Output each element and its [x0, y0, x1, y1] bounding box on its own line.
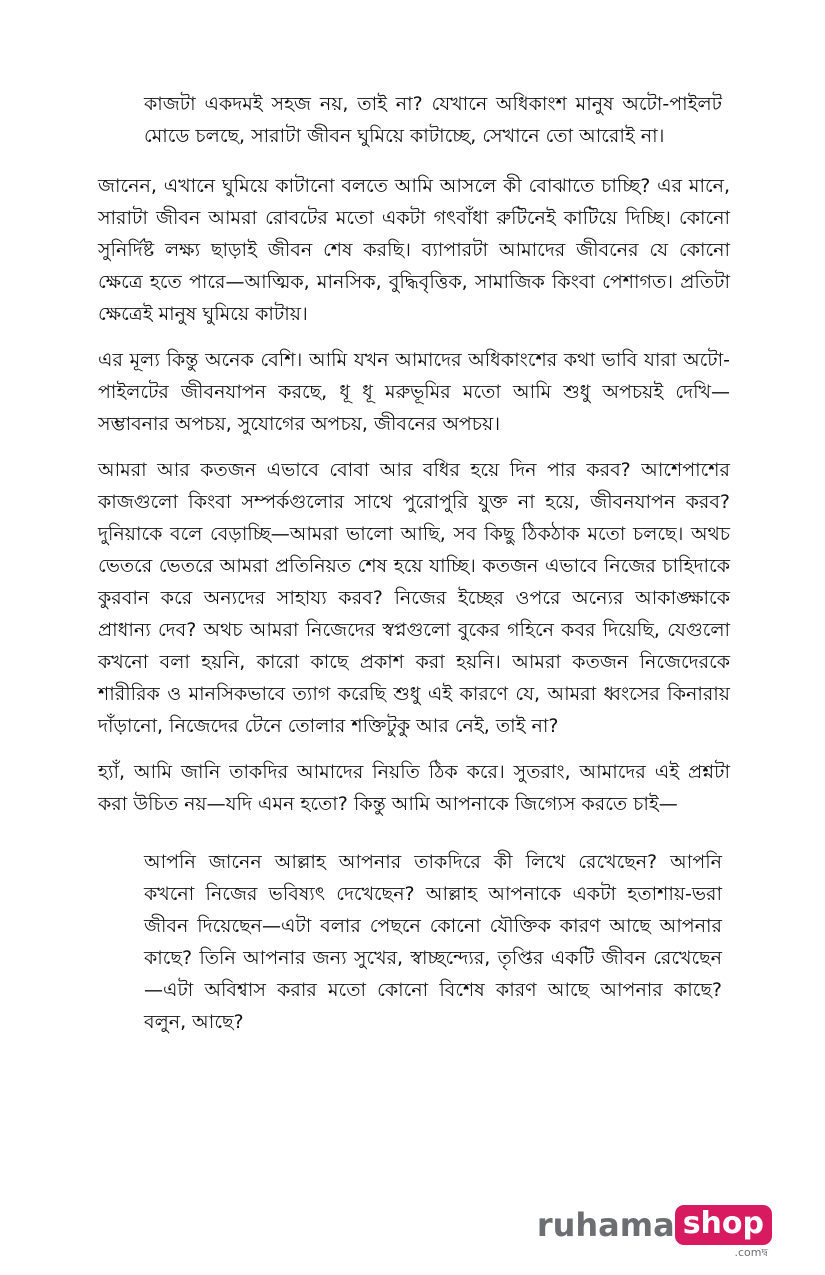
indented-paragraph-intro: কাজটা একদমই সহজ নয়, তাই না? যেখানে অধিকাংশ মানুষ অটো-পাইলট মোডে চলছে, সারাটা জীবন ঘুমিয়ে কাটাচ্ছে, সেখানে তো আরোই না। — [144, 93, 722, 147]
logo-shop-badge: shop — [675, 1205, 772, 1245]
logo-shop-group — [675, 1205, 772, 1259]
ruhamashop-logo — [536, 1205, 772, 1259]
paragraph-cost: এর মূল্য কিন্তু অনেক বেশি। আমি যখন আমাদের অধিকাংশের কথা ভাবি যারা অটো-পাইলটের জীবনযাপন করছে, ধূ ধূ মরুভূমির মতো আমি শুধু অপচয়ই দেখি—সম্ভাবনার অপচয়, সুযোগের অপচয়, জীবনের অপচয়। — [98, 349, 730, 435]
paragraph-taqdir: হ্যাঁ, আমি জানি তাকদির আমাদের নিয়তি ঠিক করে। সুতরাং, আমাদের এই প্রশ্নটা করা উচিত নয়—যদি এমন হতো? কিন্তু আমি আপনাকে জিগ্যেস করতে চাই— — [98, 761, 730, 815]
logo-ruhama-text: ruhama — [536, 1206, 675, 1244]
paragraph-sleep-meaning: জানেন, এখানে ঘুমিয়ে কাটানো বলতে আমি আসলে কী বোঝাতে চাচ্ছি? এর মানে, সারাটা জীবন আমরা রোবটের মতো একটা গৎবাঁধা রুটিনেই কাটিয়ে দিচ্ছি। কোনো সুনির্দিষ্ট লক্ষ্য ছাড়াই জীবন শেষ করছি। ব্যাপারটা আমাদের জীবনের যে কোনো ক্ষেত্রে হতে পারে—আত্মিক, মানসিক, বুদ্ধিবৃত্তিক, সামাজিক কিংবা পেশাগত। প্রতিটা ক্ষেত্রেই মানুষ ঘুমিয়ে কাটায়। — [98, 175, 730, 325]
logo-domain-text: .comদ্ব — [734, 1246, 768, 1259]
indented-paragraph-questions: আপনি জানেন আল্লাহ আপনার তাকদিরে কী লিখে রেখেছেন? আপনি কখনো নিজের ভবিষ্যৎ দেখেছেন? আল্লাহ আপনাকে একটা হতাশায়-ভরা জীবন দিয়েছেন—এটা বলার পেছনে কোনো যৌক্তিক কারণ আছে আপনার কাছে? তিনি আপনার জন্য সুখের, স্বাচ্ছন্দ্যের, তৃপ্তির একটি জীবন রেখেছেন—এটা অবিশ্বাস করার মতো কোনো বিশেষ কারণ আছে আপনার কাছে? বলুন, আছে? — [144, 851, 722, 1033]
page-body — [98, 88, 730, 1052]
paragraph-how-many: আমরা আর কতজন এভাবে বোবা আর বধির হয়ে দিন পার করব? আশেপাশের কাজগুলো কিংবা সম্পর্কগুলোর সাথে পুরোপুরি যুক্ত না হয়ে, জীবনযাপন করব? দুনিয়াকে বলে বেড়াচ্ছি—আমরা ভালো আছি, সব কিছু ঠিকঠাক মতো চলছে। অথচ ভেতরে ভেতরে আমরা প্রতিনিয়ত শেষ হয়ে যাচ্ছি। কতজন এভাবে নিজের চাহিদাকে কুরবান করে অন্যদের সাহায্য করব? নিজের ইচ্ছের ওপরে অন্যের আকাঙ্ক্ষাকে প্রাধান্য দেব? অথচ আমরা নিজেদের স্বপ্নগুলো বুকের গহিনে কবর দিয়েছি, যেগুলো কখনো বলা হয়নি, কারো কাছে প্রকাশ করা হয়নি। আমরা কতজন নিজেদেরকে শারীরিক ও মানসিকভাবে ত্যাগ করেছি শুধু এই কারণে যে, আমরা ধ্বংসের কিনারায় দাঁড়ানো, নিজেদের টেনে তোলার শক্তিটুকু আর নেই, তাই না? — [98, 459, 730, 737]
